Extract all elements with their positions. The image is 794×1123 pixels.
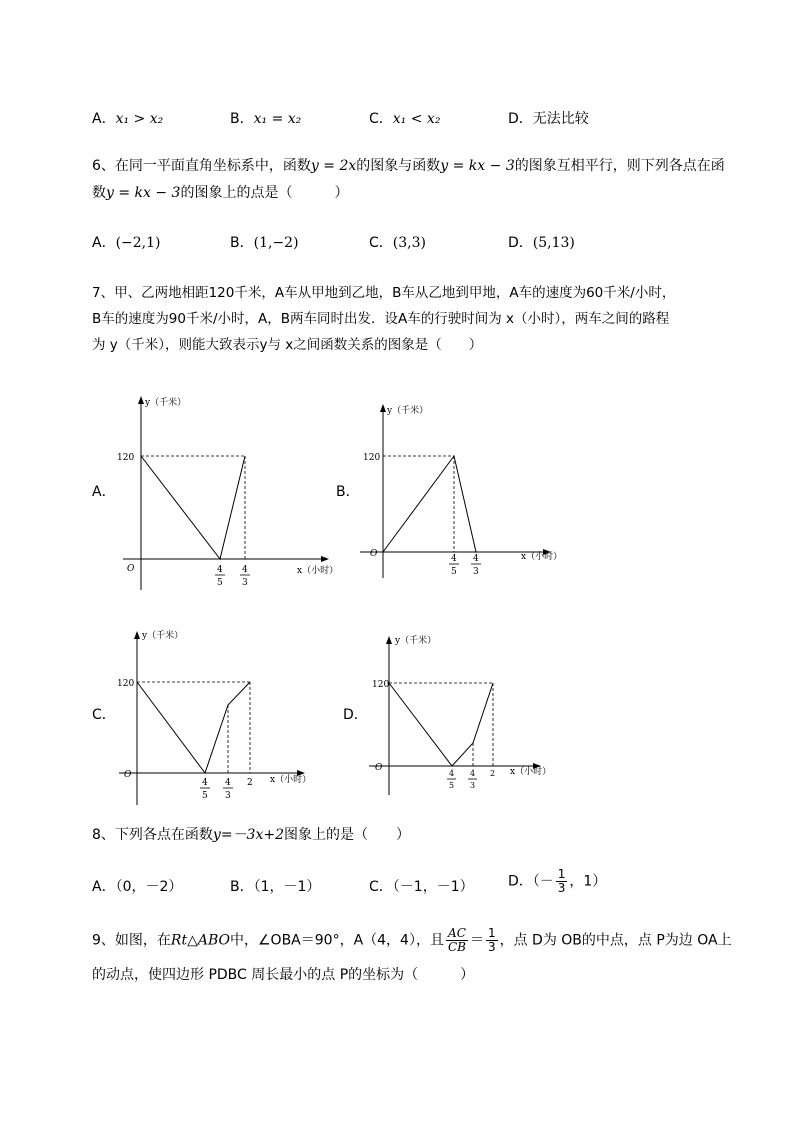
q7-stem-line1: 7、甲、乙两地相距120千米，A车从甲地到乙地，B车从乙地到甲地，A车的速度为60千米/小时， [92,285,676,301]
q6-option-a: A．(−2,1) [92,235,161,251]
x-tick-den: 3 [242,578,248,588]
q5-option-b: B．x₁ = x₂ [230,111,302,127]
x-tick-den: 5 [451,567,457,577]
x-tick-num: 4 [202,778,208,788]
y-axis-arrow [380,404,386,412]
q6-stem-line1: 6、在同一平面直角坐标系中，函数y = 2x的图象与函数y = kx − 3的图象互相平行，则下列各点在函 [92,158,725,174]
q9-stem-line1: 9、如图，在Rt△ABO中，∠OBA＝90°，A（4，4），且 $\frac{AC}{CB}$ ＝ $\frac{1}{3}$ ，点 D为 OB的中点，点 P为边 OA上 [92,926,732,954]
fraction: $\frac{1}{3}$ [557,867,566,895]
q9-stem-line2: 的动点，使四边形 PDBC 周长最小的点 P的坐标为（ ） [92,967,475,983]
graph-line [389,683,493,766]
x-tick-num: 4 [225,778,231,788]
q8-option-a: A．（0，－2） [92,879,183,895]
q7-stem-line3: 为 y（千米），则能大致表示y与 x之间函数关系的图象是（ ） [92,337,483,353]
graph-d-letter: D． [343,707,368,723]
x-tick-num: 4 [217,565,223,575]
x-tick-den: 3 [225,791,231,801]
x-tick-label: 2 [490,769,496,778]
y-axis-arrow [138,396,144,404]
q6-stem-line2: 数y = kx − 3的图象上的点是（ ） [92,185,349,201]
y-tick-120: 120 [363,453,381,463]
graph-a [115,390,345,600]
graph-line [137,682,250,773]
graph-a-letter: A． [92,484,116,500]
x-axis-label: x（小时） [510,767,552,777]
x-axis-label: x（小时） [270,775,312,785]
x-tick-num: 4 [449,769,455,778]
q8-option-d: D．（－ $\frac{1}{3}$ ，1） [508,867,607,895]
x-tick-den: 5 [217,578,223,588]
x-tick-den: 3 [473,567,479,577]
y-axis-arrow [134,631,140,639]
x-tick-num: 4 [242,565,248,575]
q8-option-b: B．（1，－1） [230,879,321,895]
graph-b [355,398,565,588]
x-tick-num: 4 [451,554,457,564]
x-tick-den: 3 [470,781,476,790]
y-tick-120: 120 [117,679,135,689]
fraction-one-third: $\frac{1}{3}$ [487,926,496,954]
q6-option-b: B．(1,−2) [230,235,299,251]
q5-option-c: C．x₁ < x₂ [369,111,441,127]
origin-label: O [124,770,132,780]
graph-b-letter: B． [336,484,360,500]
q6-option-d: D．(5,13) [508,235,575,251]
graph-line [141,456,245,559]
graph-line [383,456,476,552]
x-tick-den: 5 [449,781,455,790]
y-tick-120: 120 [117,453,135,463]
graph-d [363,630,563,800]
origin-label: O [127,564,135,574]
graph-c [115,625,325,810]
graph-c-letter: C． [92,707,116,723]
origin-label: O [370,549,378,559]
x-axis-label: x（小时） [521,552,563,562]
x-axis-label: x（小时） [297,566,339,576]
q8-option-c: C．（－1，－1） [369,879,474,895]
q5-option-a: A．x₁ > x₂ [92,111,164,127]
y-axis-label: y（千米） [142,631,184,641]
y-axis-arrow [386,636,392,644]
x-tick-num: 4 [470,769,476,778]
x-tick-num: 4 [473,554,479,564]
q6-option-c: C．(3,3) [369,235,426,251]
origin-label: O [375,763,383,773]
q5-option-d: D．无法比较 [508,111,589,127]
q8-stem: 8、下列各点在函数y=－3x+2图象上的是（ ） [92,827,411,843]
q7-stem-line2: B车的速度为90千米/小时，A，B两车同时出发．设A车的行驶时间为 x（小时），两车之间的路程 [92,311,670,327]
y-tick-120: 120 [372,680,390,690]
x-axis-arrow [321,556,329,562]
x-tick-den: 5 [202,791,208,801]
fraction-ac-cb: $\frac{AC}{CB}$ [447,926,466,954]
x-tick-label: 2 [247,778,253,788]
y-axis-label: y（千米） [395,636,437,646]
y-axis-label: y（千米） [387,406,429,416]
y-axis-label: y（千米） [145,398,187,408]
